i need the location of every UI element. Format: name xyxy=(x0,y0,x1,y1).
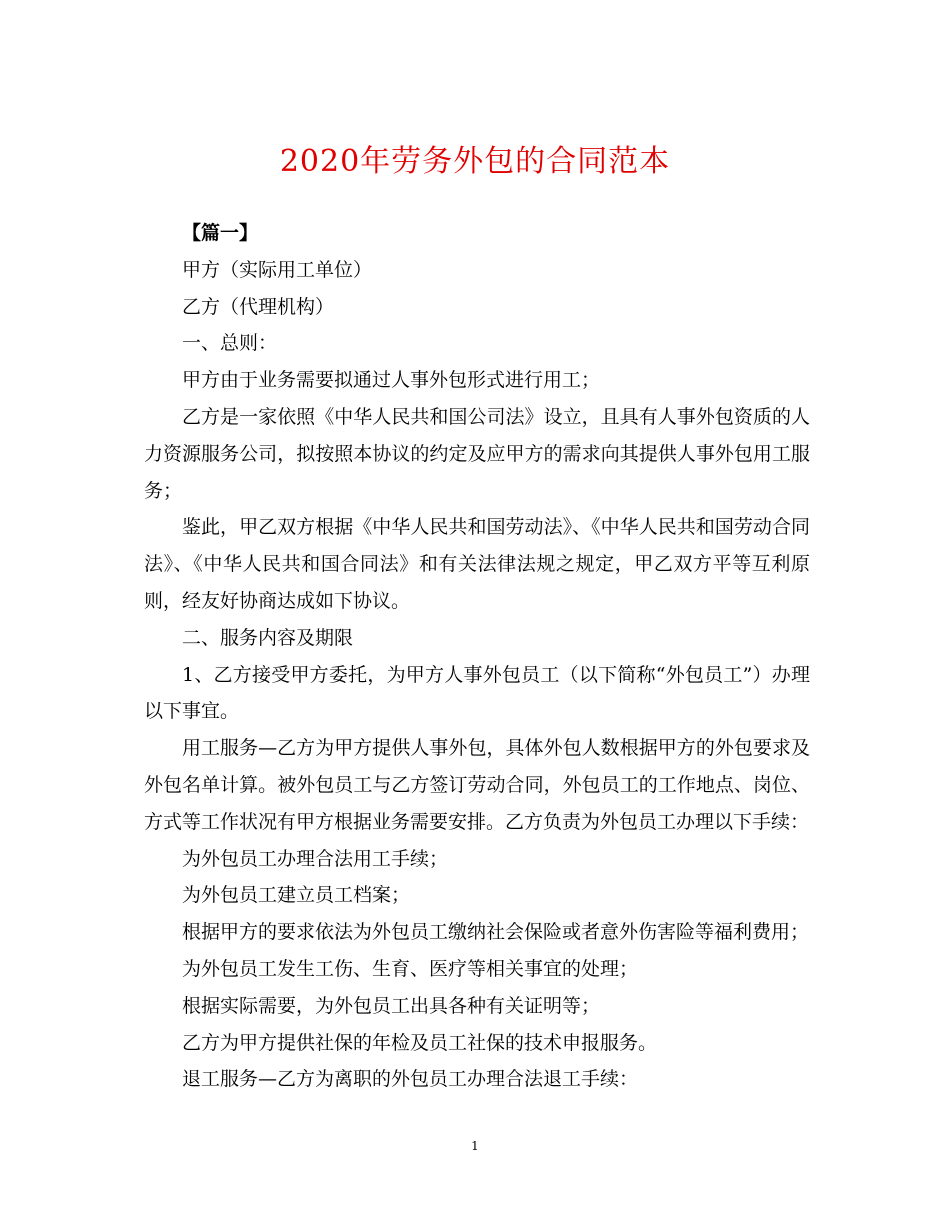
paragraph: 用工服务—乙方为甲方提供人事外包，具体外包人数根据甲方的外包要求及外包名单计算。被外包员工与乙方签订劳动合同，外包员工的工作地点、岗位、方式等工作状况有甲方根据业务需要安排。乙方负责为外包员工办理以下手续： xyxy=(144,737,810,833)
paragraph: 为外包员工建立员工档案； xyxy=(182,884,411,907)
paragraph: 退工服务—乙方为离职的外包员工办理合法退工手续： xyxy=(182,1068,639,1091)
paragraph: 为外包员工办理合法用工手续； xyxy=(182,847,449,870)
paragraph: 乙方是一家依照《中华人民共和国公司法》设立，且具有人事外包资质的人力资源服务公司，拟按照本协议的约定及应甲方的需求向其提供人事外包用工服务； xyxy=(144,405,810,502)
paragraph: 为外包员工发生工伤、生育、医疗等相关事宜的处理； xyxy=(182,957,639,980)
paragraph: 乙方为甲方提供社保的年检及员工社保的技术申报服务。 xyxy=(182,1031,658,1054)
paragraph: 一、总则： xyxy=(182,332,278,355)
paragraph: 1、乙方接受甲方委托，为甲方人事外包员工（以下简称“外包员工”）办理以下事宜。 xyxy=(144,663,810,723)
paragraph: 甲方（实际用工单位） xyxy=(182,258,373,281)
paragraph: 二、服务内容及期限 xyxy=(182,626,354,649)
page-number: 1 xyxy=(471,1139,479,1153)
paragraph: 鉴此，甲乙双方根据《中华人民共和国劳动法》、《中华人民共和国劳动合同法》、《中华人民共和国合同法》和有关法律法规之规定，甲乙双方平等互利原则，经友好协商达成如下协议。 xyxy=(144,516,810,612)
paragraph: 根据甲方的要求依法为外包员工缴纳社会保险或者意外伤害险等福利费用； xyxy=(182,921,810,944)
document-title: 2020年劳务外包的合同范本 xyxy=(279,144,671,179)
paragraph: 根据实际需要，为外包员工出具各种有关证明等； xyxy=(182,994,601,1017)
paragraph: 甲方由于业务需要拟通过人事外包形式进行用工； xyxy=(182,369,601,392)
document-body xyxy=(144,215,810,1098)
paragraph: 乙方（代理机构） xyxy=(182,295,335,318)
section-heading: 【篇一】 xyxy=(182,222,259,244)
